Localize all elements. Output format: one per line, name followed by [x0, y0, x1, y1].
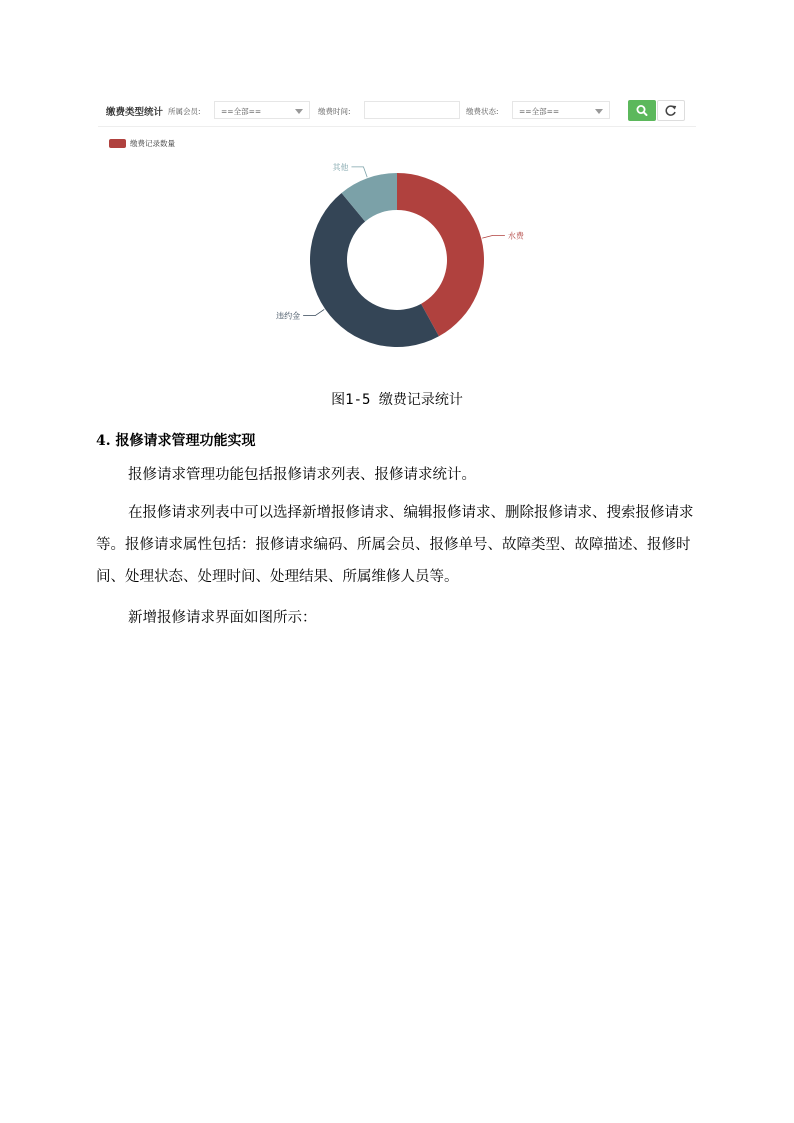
- search-button[interactable]: [628, 100, 656, 121]
- donut-slice-违约金[interactable]: [310, 193, 439, 347]
- toolbar-title: 缴费类型统计: [106, 107, 164, 118]
- legend-label: 缴费记录数量: [130, 139, 175, 148]
- paragraph: 在报修请求列表中可以选择新增报修请求、编辑报修请求、删除报修请求、搜索报修请求等。报修请求属性包括：报修请求编码、所属会员、报修单号、故障类型、故障描述、报修时间、处理状态、处理时间、处理结果、所属维修人员等。: [96, 505, 694, 585]
- paragraph: 报修请求管理功能包括报修请求列表、报修请求统计。: [128, 467, 476, 483]
- refresh-button[interactable]: [657, 100, 685, 121]
- slice-label: 其他: [332, 162, 349, 172]
- status-label: 缴费状态:: [466, 107, 499, 116]
- donut-chart: [260, 150, 540, 360]
- member-select[interactable]: [214, 101, 310, 119]
- time-input[interactable]: [364, 101, 460, 119]
- paragraph: 新增报修请求界面如图所示：: [128, 610, 317, 626]
- section-heading: 4. 报修请求管理功能实现: [96, 433, 256, 449]
- member-label: 所属会员:: [168, 107, 201, 116]
- slice-label: 水费: [507, 231, 524, 241]
- search-icon: [628, 100, 656, 121]
- status-select-value: ==全部==: [519, 107, 560, 116]
- chevron-down-icon: [595, 109, 603, 114]
- figure-caption: 图1-5 缴费记录统计: [331, 392, 463, 408]
- label-leader-line: [303, 309, 324, 315]
- chevron-down-icon: [295, 109, 303, 114]
- filter-toolbar: [98, 98, 696, 127]
- member-select-value: ==全部==: [221, 107, 262, 116]
- label-leader-line: [482, 235, 505, 238]
- refresh-icon: [658, 101, 684, 120]
- slice-label: 违约金: [276, 311, 301, 321]
- time-label: 缴费时间:: [318, 107, 351, 116]
- label-leader-line: [351, 167, 367, 177]
- legend-swatch: [109, 139, 126, 148]
- status-select[interactable]: [512, 101, 610, 119]
